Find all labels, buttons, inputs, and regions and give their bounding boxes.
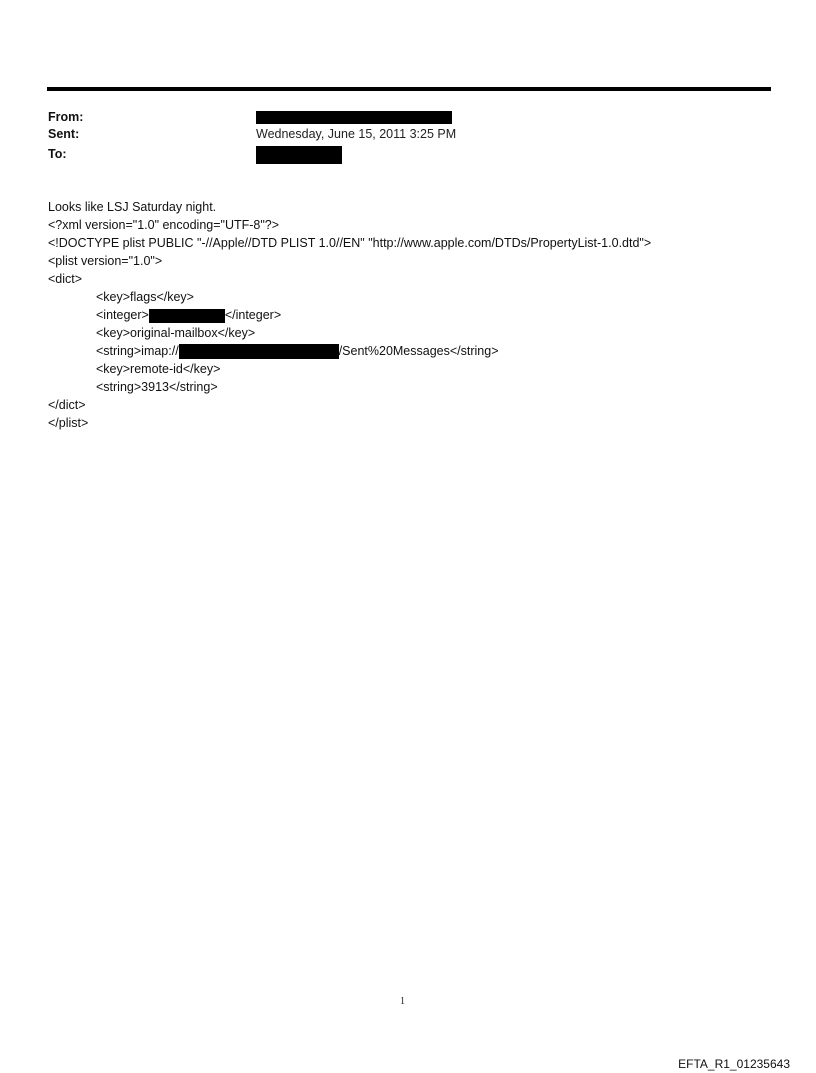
body-line: </dict> bbox=[48, 398, 86, 412]
redaction-box bbox=[256, 111, 452, 124]
imap-close: /Sent%20Messages</string> bbox=[338, 344, 499, 358]
redaction-box bbox=[256, 146, 342, 164]
sent-value: Wednesday, June 15, 2011 3:25 PM bbox=[256, 127, 457, 141]
body-line: <key>flags</key> bbox=[96, 290, 194, 304]
to-value bbox=[256, 145, 342, 164]
redaction-box bbox=[179, 344, 339, 359]
body-line: </plist> bbox=[48, 416, 89, 430]
bates-number: EFTA_R1_01235643 bbox=[678, 1057, 790, 1071]
body-line: <?xml version="1.0" encoding="UTF-8"?> bbox=[48, 218, 280, 232]
body-line-integer bbox=[48, 306, 788, 324]
from-label: From: bbox=[48, 110, 84, 124]
body-line: <plist version="1.0"> bbox=[48, 254, 163, 268]
body-line: <key>original-mailbox</key> bbox=[96, 326, 256, 340]
body-line: <key>remote-id</key> bbox=[96, 362, 221, 376]
imap-open: <string>imap:// bbox=[96, 344, 179, 358]
body-line: <string>3913</string> bbox=[96, 380, 218, 394]
top-rule bbox=[47, 87, 771, 91]
integer-close: </integer> bbox=[224, 308, 282, 322]
sent-label: Sent: bbox=[48, 127, 80, 141]
body-line: Looks like LSJ Saturday night. bbox=[48, 200, 217, 214]
message-body bbox=[48, 198, 788, 432]
page-number: 1 bbox=[400, 996, 405, 1007]
body-line-imap bbox=[48, 342, 788, 360]
to-label: To: bbox=[48, 147, 67, 161]
body-line: <!DOCTYPE plist PUBLIC "-//Apple//DTD PLIST 1.0//EN" "http://www.apple.com/DTDs/PropertyList-1.0.dtd"> bbox=[48, 236, 652, 250]
body-line: <dict> bbox=[48, 272, 83, 286]
redaction-box bbox=[149, 309, 225, 323]
from-value bbox=[256, 108, 452, 126]
integer-open: <integer> bbox=[96, 308, 149, 322]
